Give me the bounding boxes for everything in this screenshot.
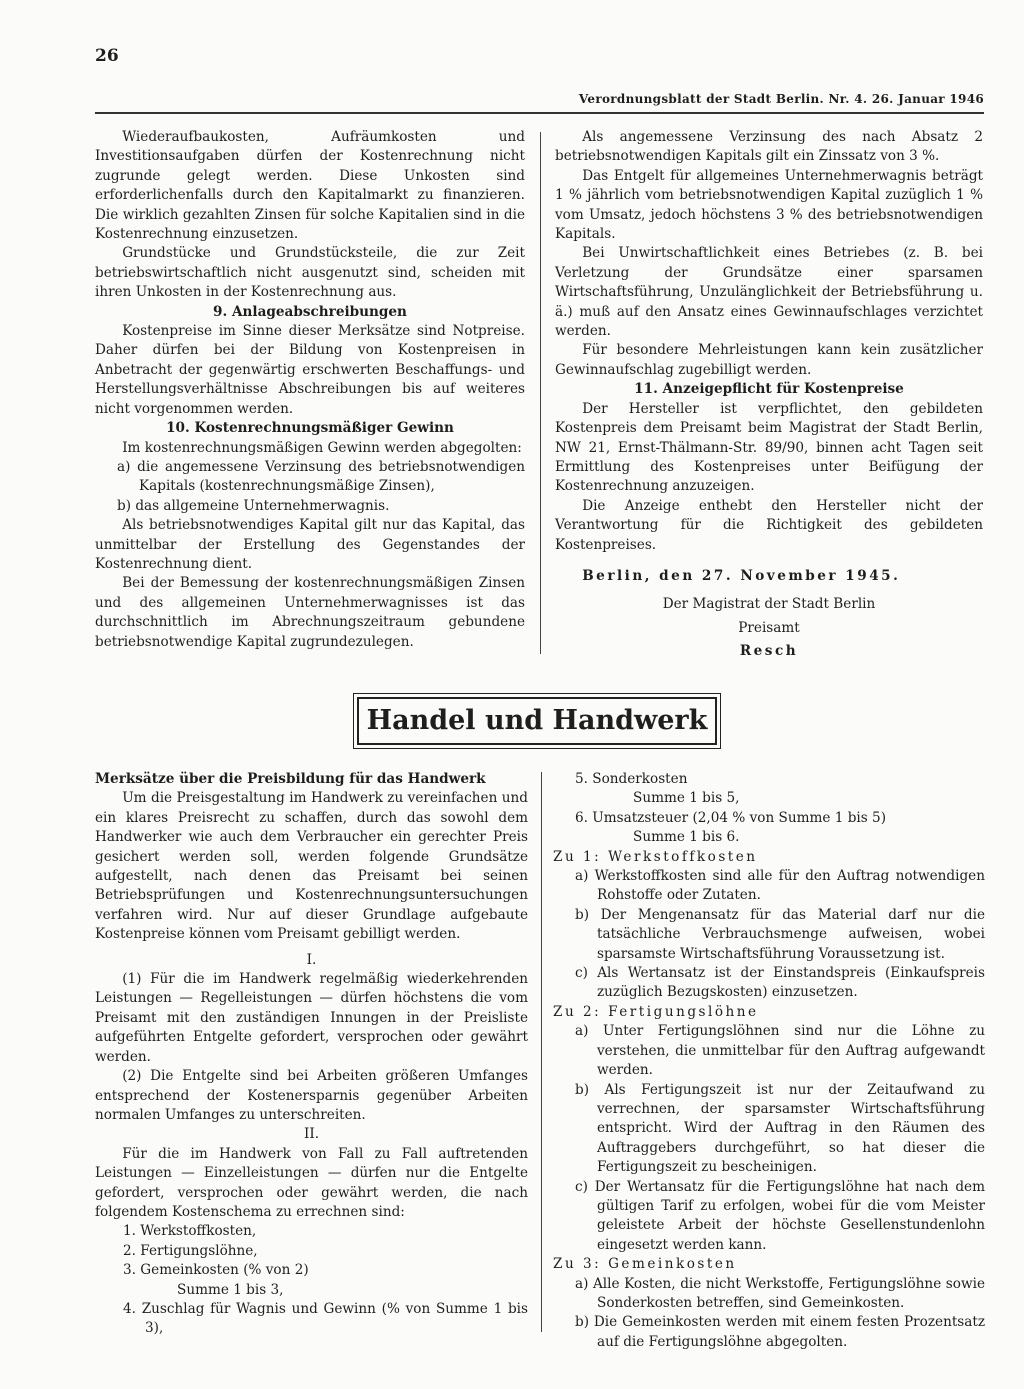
schema-item: 5. Sonderkosten — [575, 771, 688, 787]
subsection-heading: Zu 1: Werkstoffkosten — [553, 848, 758, 865]
subsection-heading: Zu 3: Gemeinkosten — [553, 1256, 737, 1273]
list-item: a) Unter Fertigungslöhnen sind nur die Löhne zu verstehen, die unmittelbar für den Auftrag aufgewandt werden. — [575, 1023, 985, 1079]
section-heading: 11. Anzeigepflicht für Kostenpreise — [634, 381, 904, 398]
subsection-heading: Zu 2: Fertigungslöhne — [553, 1003, 759, 1020]
schema-item: 4. Zuschlag für Wagnis und Gewinn (% von Summe 1 bis 3), — [123, 1300, 528, 1337]
schema-sum: Summe 1 bis 3, — [177, 1281, 284, 1298]
paragraph: Der Hersteller ist verpflichtet, den gebildeten Kostenpreis dem Preisamt beim Magistrat der Stadt Berlin, NW 21, Ernst-Thälmann-Str. 89/90, binnen acht Tagen seit Ermittlung des Kostenpreises unter Beifügung der Kostenrechnung anzuzeigen. — [555, 400, 983, 495]
list-item: b) das allgemeine Unternehmerwagnis. — [117, 497, 390, 514]
paragraph: Um die Preisgestaltung im Handwerk zu vereinfachen und ein klares Preisrecht zu schaffen, durch das sowohl dem Handwerker wie auch dem Verbraucher ein gerechter Preis gesichert werden soll, werden folgende Grundsätze aufgestellt, nach denen das Preisamt bei seinen Betriebsprüfungen und Kostenrechnungsuntersuchungen verfahren wird. Nur auf dieser Grundlage aufgebaute Kostenpreise können vom Preisamt gebilligt werden. — [95, 790, 528, 943]
top-left-column — [95, 128, 525, 652]
place-date: Berlin, den 27. November 1945. — [582, 567, 901, 584]
paragraph: Für die im Handwerk von Fall zu Fall auftretenden Leistungen — Einzelleistungen — dürfen nur die Entgelte gefordert, versprochen oder gewährt werden, die nach folgendem Kostenschema zu errechnen sind: — [95, 1145, 528, 1220]
schema-sum: Summe 1 bis 5, — [633, 790, 740, 807]
section-title-box: Handel und Handwerk — [357, 697, 717, 745]
signature-name: Resch — [739, 643, 799, 660]
list-item: a) die angemessene Verzinsung des betriebsnotwendigen Kapitals (kostenrechnungsmäßige Zinsen), — [117, 458, 525, 495]
paragraph: Kostenpreise im Sinne dieser Merksätze sind Notpreise. Daher dürfen bei der Bildung von Kostenpreisen in Anbetracht der gegenwärtig erschwerten Beschaffungs- und Herstellungsverhältnisse Abschreibungen bis auf weiteres nicht vorgenommen werden. — [95, 323, 525, 417]
paragraph: Für besondere Mehrleistungen kann kein zusätzlicher Gewinnaufschlag zugebilligt werden. — [555, 342, 983, 378]
paragraph: Im kostenrechnungsmäßigen Gewinn werden abgegolten: — [122, 439, 522, 456]
list-item: c) Als Wertansatz ist der Einstandspreis (Einkaufspreis zuzüglich Bezugskosten) einzusetzen. — [575, 965, 985, 1001]
list-item: a) Werkstoffkosten sind alle für den Auftrag notwendigen Rohstoffe oder Zutaten. — [575, 868, 985, 904]
schema-item: 6. Umsatzsteuer (2,04 % von Summe 1 bis 5) — [575, 809, 886, 826]
header-rule — [95, 112, 984, 114]
paragraph: Bei Unwirtschaftlichkeit eines Betriebes (z. B. bei Verletzung der Grundsätze einer sparsamen Wirtschaftsführung, Unzulänglichkeit der Betriebsführung u. ä.) muß auf den Ansatz eines Gewinnaufschlages verzichtet werden. — [555, 245, 983, 340]
signature-office: Preisamt — [738, 619, 800, 636]
section-heading: 9. Anlageabschreibungen — [213, 303, 407, 320]
schema-item: 3. Gemeinkosten (% von 2) — [123, 1262, 309, 1279]
paragraph: Wiederaufbaukosten, Aufräumkosten und Investitionsaufgaben dürfen der Kostenrechnung nicht zugrunde gelegt werden. Diese Unkosten sind erforderlichenfalls durch den Kapitalmarkt zu finanzieren. Die wirklich gezahlten Zinsen für solche Kapitalien sind in die Kostenrechnung einzusetzen. — [95, 129, 525, 243]
list-item: a) Alle Kosten, die nicht Werkstoffe, Fertigungslöhne sowie Sonderkosten betreffen, sind Gemeinkosten. — [575, 1275, 985, 1311]
top-right-column — [555, 128, 983, 662]
bottom-right-column — [553, 770, 985, 1352]
schema-item: 2. Fertigungslöhne, — [123, 1242, 258, 1259]
list-item: c) Der Wertansatz für die Fertigungslöhne hat nach dem gültigen Tarif zu erfolgen, wobei für die vom Meister geleistete Arbeit der höchste Gesellenstundenlohn eingesetzt werden kann. — [575, 1178, 985, 1253]
running-head: Verordnungsblatt der Stadt Berlin. Nr. 4. 26. Januar 1946 — [578, 92, 984, 106]
column-divider — [540, 132, 541, 654]
article-title: Merksätze über die Preisbildung für das Handwerk — [95, 771, 486, 787]
signature-authority: Der Magistrat der Stadt Berlin — [662, 596, 876, 613]
roman-heading: II. — [303, 1126, 320, 1143]
roman-heading: I. — [306, 951, 317, 968]
column-divider — [541, 772, 542, 1332]
list-item: b) Als Fertigungszeit ist nur der Zeitaufwand zu verrechnen, der sparsamster Wirtschaftsführung entspricht. Wird der Auftrag in den Räumen des Auftraggebers durchgeführt, so hat dieser die Fertigungszeit zu bescheinigen. — [575, 1081, 985, 1176]
schema-sum: Summe 1 bis 6. — [633, 829, 740, 846]
paragraph: Als angemessene Verzinsung des nach Absatz 2 betriebsnotwendigen Kapitals gilt ein Zinssatz von 3 %. — [555, 129, 983, 165]
paragraph: (2) Die Entgelte sind bei Arbeiten größeren Umfanges entsprechend der Kostenersparnis gegenüber Arbeiten normalen Umfanges zu unterschreiten. — [95, 1068, 528, 1123]
paragraph: Das Entgelt für allgemeines Unternehmerwagnis beträgt 1 % jährlich vom betriebsnotwendigen Kapital zuzüglich 1 % vom Umsatz, jedoch höchstens 3 % des betriebsnotwendigen Kapitals. — [555, 167, 983, 243]
paragraph: Grundstücke und Grundstücksteile, die zur Zeit betriebswirtschaftlich nicht ausgenutzt sind, scheiden mit ihren Unkosten in der Kostenrechnung aus. — [95, 245, 525, 301]
list-item: b) Der Mengenansatz für das Material darf nur die tatsächliche Verbrauchsmenge aufweisen, wobei sparsamste Wirtschaftsführung Voraussetzung ist. — [575, 906, 985, 962]
list-item: b) Die Gemeinkosten werden mit einem festen Prozentsatz auf die Fertigungslöhne abgegolten. — [575, 1314, 985, 1350]
bottom-left-column — [95, 770, 528, 1339]
section-heading: 10. Kostenrechnungsmäßiger Gewinn — [166, 420, 454, 437]
paragraph: (1) Für die im Handwerk regelmäßig wiederkehrenden Leistungen — Regelleistungen — dürfen höchstens die vom Preisamt mit den zuständigen Innungen in der Preisliste aufgeführten Entgelte gefordert, versprochen oder gewährt werden. — [95, 971, 528, 1065]
schema-item: 1. Werkstoffkosten, — [123, 1223, 257, 1240]
paragraph: Als betriebsnotwendiges Kapital gilt nur das Kapital, das unmittelbar der Erstellung des Gegenstandes der Kostenrechnung dient. — [95, 517, 525, 572]
paragraph: Die Anzeige enthebt den Hersteller nicht der Verantwortung für die Richtigkeit des gebildeten Kostenpreises. — [555, 497, 983, 553]
paragraph: Bei der Bemessung der kostenrechnungsmäßigen Zinsen und des allgemeinen Unternehmerwagnisses ist das durchschnittlich im Abrechnungszeitraum gebundene betriebsnotwendige Kapital zugrundezulegen. — [95, 575, 525, 650]
page-number: 26 — [95, 46, 119, 66]
